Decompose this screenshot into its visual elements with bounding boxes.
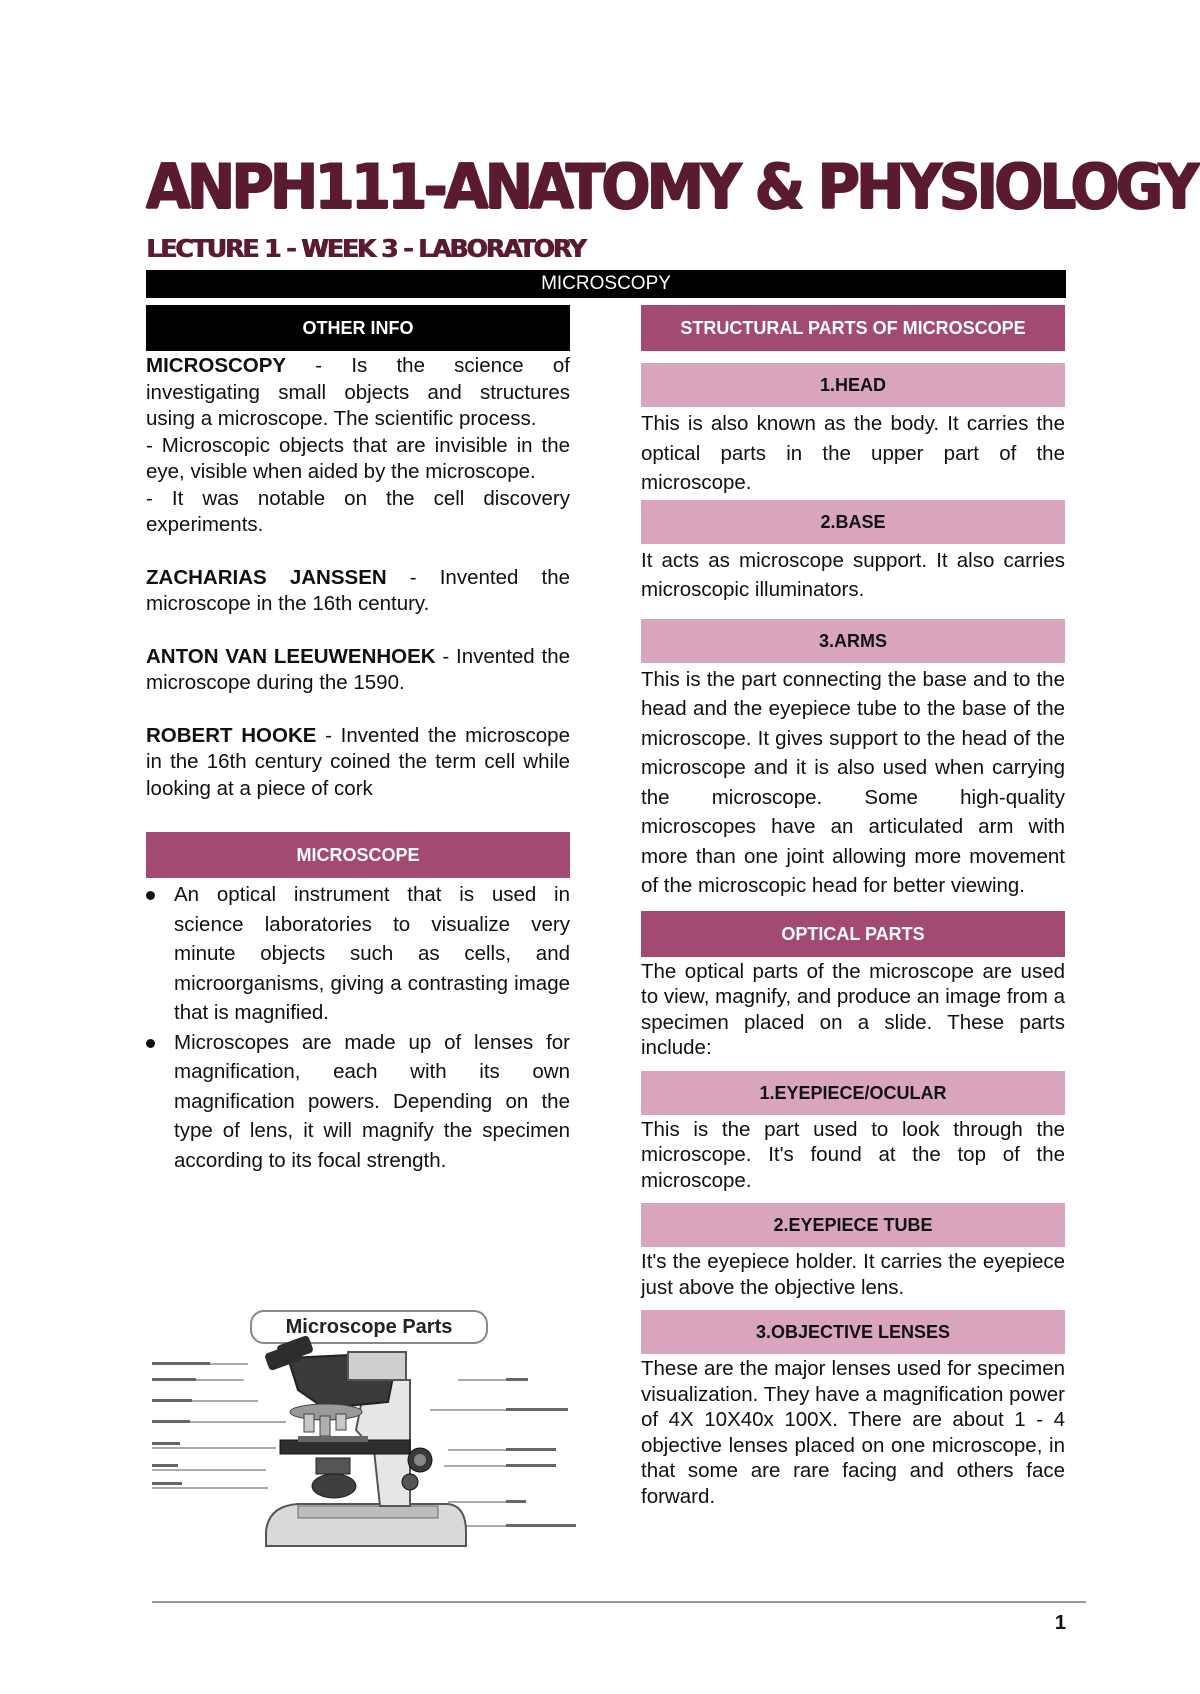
- person-name: ZACHARIAS JANSSEN: [146, 565, 387, 589]
- person-text: - Invented the microscope during the 1590.: [146, 644, 570, 694]
- right-column: [641, 305, 1065, 1509]
- footer-rule: [152, 1601, 1086, 1603]
- topic-banner: MICROSCOPY: [146, 270, 1066, 298]
- microscope-header: MICROSCOPE: [146, 832, 570, 878]
- callout-lines-left: [152, 1364, 286, 1488]
- callout-ticks-right: [506, 1378, 576, 1527]
- person-name: ANTON VAN LEEUWENHOEK: [146, 644, 436, 668]
- definition-term: MICROSCOPY: [146, 354, 287, 377]
- part-objective-lenses-text: These are the major lenses used for specimen visualization. They have a magnification power of 4X 10X40x 100X. There are about 1 - 4 objective lenses placed on one microscope, in that some are rare facing and others face forward.: [641, 1357, 1065, 1508]
- part-base-text: It acts as microscope support. It also carries microscopic illuminators.: [641, 548, 1065, 601]
- structural-parts-header: STRUCTURAL PARTS OF MICROSCOPE: [641, 305, 1065, 351]
- note-invisible: - Microscopic objects that are invisible in the eye, visible when aided by the microscope.: [146, 433, 570, 483]
- optical-parts-header: OPTICAL PARTS: [641, 911, 1065, 957]
- left-column: [146, 305, 570, 1175]
- other-info-header: OTHER INFO: [146, 305, 570, 351]
- part-objective-lenses-label: 3.OBJECTIVE LENSES: [641, 1310, 1065, 1354]
- page-title: ANPH111-ANATOMY & PHYSIOLOGY: [146, 150, 1197, 223]
- part-eyepiece-tube-text: It's the eyepiece holder. It carries the eyepiece just above the objective lens.: [641, 1250, 1065, 1299]
- microscope-bullets: [146, 880, 570, 1175]
- part-arms-label: 3.ARMS: [641, 619, 1065, 663]
- bullet-item: Microscopes are made up of lenses for magnification, each with its own magnification powers. Depending on the type of lens, it will magnify the specimen according to its focal strength.: [174, 1028, 570, 1176]
- part-head-text: This is also known as the body. It carries the optical parts in the upper part of the microscope.: [641, 412, 1065, 494]
- figure-title: Microscope Parts: [250, 1310, 488, 1344]
- microscope-illustration: [148, 1310, 588, 1560]
- part-eyepiece-label: 1.EYEPIECE/OCULAR: [641, 1071, 1065, 1115]
- part-eyepiece-text: This is the part used to look through the microscope. It's found at the top of the microscope.: [641, 1117, 1065, 1192]
- microscope-parts-figure: [148, 1310, 588, 1560]
- page-number: 1: [1054, 1612, 1066, 1634]
- part-arms-text: This is the part connecting the base and to the head and the eyepiece tube to the base of the microscope. It gives support to the head of the microscope and it is also used when carrying the microscope. Some high-quality microscopes have an articulated arm with more than one joint allowing more movement of the microscopic head for better viewing.: [641, 667, 1065, 897]
- person-entry: [146, 565, 570, 618]
- definition-text: - Is the science of investigating small objects and structures using a microscope. The scientific process.: [146, 354, 570, 430]
- person-name: ROBERT HOOKE: [146, 723, 317, 747]
- person-text: - Invented the microscope in the 16th century.: [146, 565, 570, 615]
- lecture-subtitle: LECTURE 1 - WEEK 3 - LABORATORY: [146, 234, 585, 263]
- person-text: - Invented the microscope in the 16th century coined the term cell while looking at a piece of cork: [146, 723, 570, 800]
- part-eyepiece-tube-label: 2.EYEPIECE TUBE: [641, 1203, 1065, 1247]
- microscopy-definition: [146, 353, 570, 433]
- optical-intro: The optical parts of the microscope are used to view, magnify, and produce an image from a specimen placed on a slide. These parts include:: [641, 959, 1065, 1059]
- note-cell-discovery: - It was notable on the cell discovery experiments.: [146, 486, 570, 536]
- bullet-item: An optical instrument that is used in science laboratories to visualize very minute objects such as cells, and microorganisms, giving a contrasting image that is magnified.: [174, 880, 570, 1028]
- person-entry: [146, 723, 570, 803]
- part-head-label: 1.HEAD: [641, 363, 1065, 407]
- part-base-label: 2.BASE: [641, 500, 1065, 544]
- person-entry: [146, 644, 570, 697]
